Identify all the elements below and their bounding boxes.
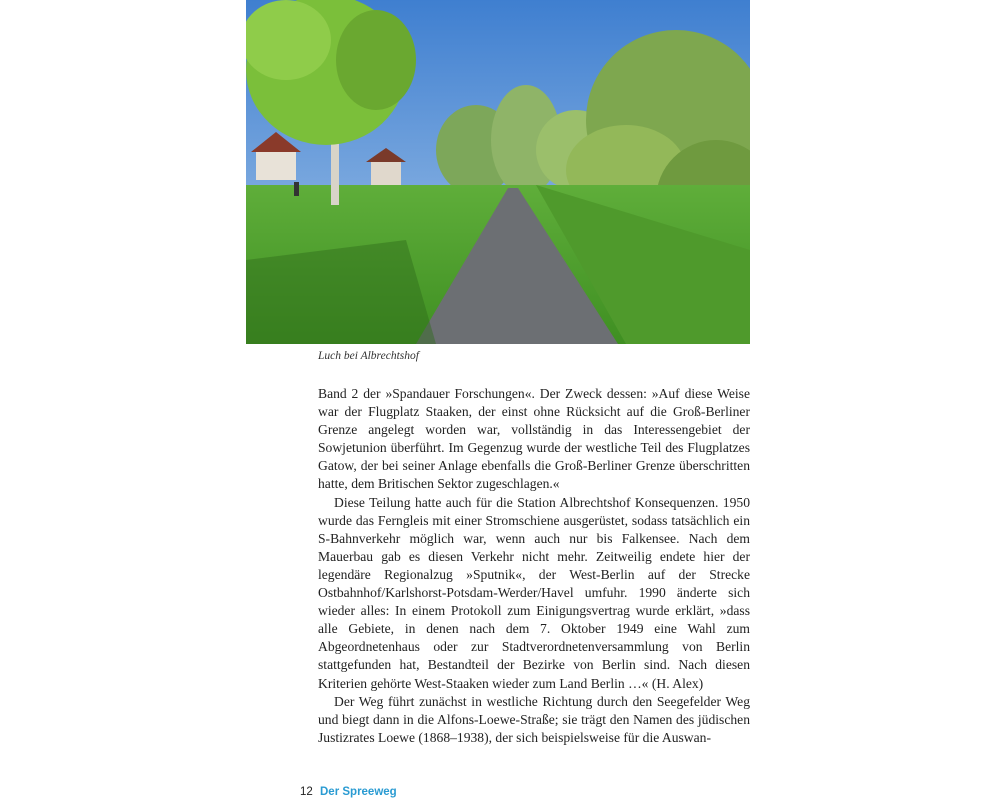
paragraph: Band 2 der »Spandauer Forschungen«. Der Zweck dessen: »Auf diese Weise war der Flugplatz Staaken, der einst ohne Rücksicht auf die Groß-Berliner Grenze angelegt worden war, vollständig in das Interessengebiet der Sowjetunion überführt. Im Gegenzug wurde der westliche Teil des Flugplatzes Gatow, der bei seiner Anlage ebenfalls die Groß-Berliner Grenze überschritten hatte, dem Britischen Sektor zugeschlagen.« (318, 386, 750, 492)
running-title: Der Spreeweg (320, 786, 397, 798)
page-footer (300, 786, 397, 798)
page-number: 12 (300, 786, 313, 798)
landscape-photo (246, 0, 750, 344)
article-body (318, 385, 750, 747)
paragraph: Diese Teilung hatte auch für die Station Albrechtshof Konsequenzen. 1950 wurde das Ferngleis mit einer Stromschiene ausgerüstet, sodass tatsächlich ein S-Bahnverkehr möglich war, wenn auch nur bis Falkensee. Nach dem Mauerbau gab es diesen Verkehr nicht mehr. Zeitweilig endete hier der legendäre Regionalzug »Sputnik«, der West-Berlin auf der Strecke Ostbahnhof/Karlshorst-Potsdam-Werder/Havel umfuhr. 1990 änderte sich wieder alles: In einem Protokoll zum Einigungsvertrag wurde erklärt, »dass alle Gebiete, in denen nach dem 7. Oktober 1949 eine Wahl zum Abgeordnetenhaus oder zur Stadtverordnetenversammlung von Berlin stattgefunden hat, Bestandteil der Bezirke von Berlin sind. Nach diesen Kriterien gehörte West-Staaken wieder zum Land Berlin …« (H. Alex) (318, 494, 750, 691)
photo-caption: Luch bei Albrechtshof (318, 350, 419, 362)
landscape-photo-icon (246, 0, 750, 344)
paragraph: Der Weg führt zunächst in westliche Richtung durch den Seegefelder Weg und biegt dann in die Alfons-Loewe-Straße; sie trägt den Namen des jüdischen Justizrates Loewe (1868–1938), der sich beispielsweise für die Auswan- (318, 693, 750, 745)
